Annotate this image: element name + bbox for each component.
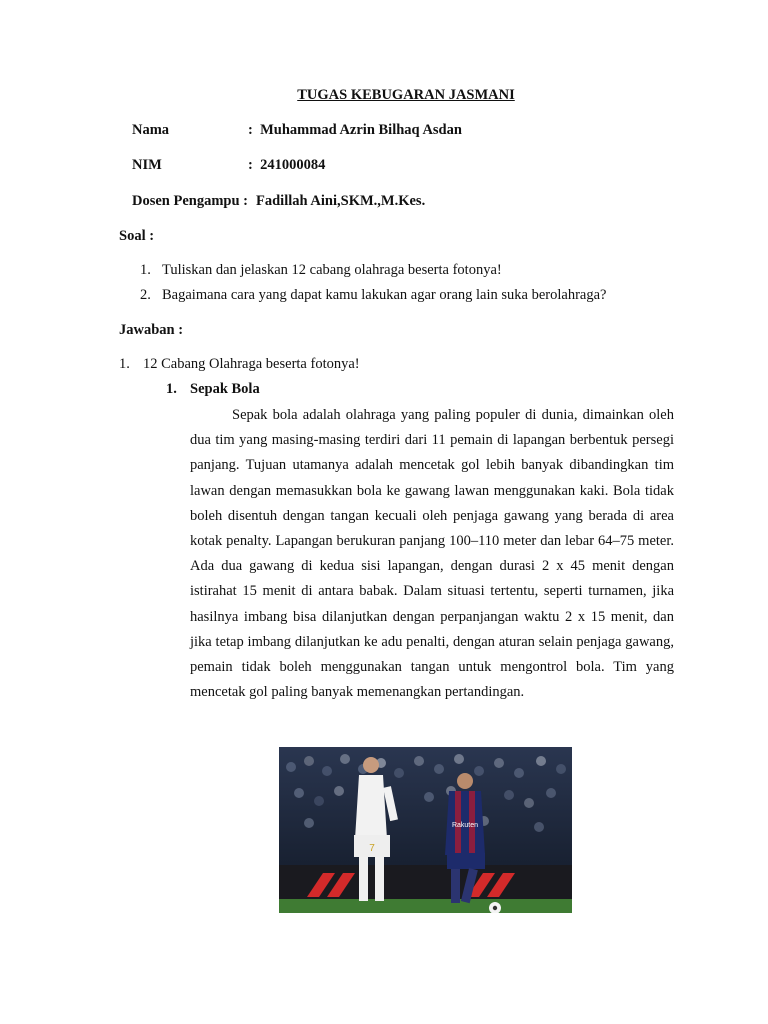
jawaban-item-number: 1. [119,356,130,372]
football-photo-illustration [279,747,572,913]
soal-item [140,262,502,279]
field-nama-label: Nama [132,122,170,138]
player-shirt-sponsor: Rakuten [451,822,479,829]
field-nama-sep: : [248,122,253,138]
document-title: TUGAS KEBUGARAN JASMANI [297,87,515,103]
soal-item-text: Tuliskan dan jelaskan 12 cabang olahraga beserta fotonya! [162,262,502,278]
player-shirt-number: 7 [369,843,375,854]
section-title: Sepak Bola [190,381,260,397]
jawaban-heading: Jawaban : [119,322,184,338]
soal-item-text: Bagaimana cara yang dapat kamu lakukan agar orang lain suka berolahraga? [162,287,607,303]
section-number: 1. [166,381,177,397]
soal-item [140,287,606,304]
section-heading [166,381,260,398]
football-photo [279,747,572,913]
field-dosen [132,193,425,210]
jawaban-item-text: 12 Cabang Olahraga beserta fotonya! [143,356,360,372]
field-nama [132,122,462,139]
soal-heading: Soal : [119,228,155,244]
field-nim-sep: : [248,157,253,173]
pitch [279,899,572,913]
field-nama-value: Muhammad Azrin Bilhaq Asdan [260,122,462,138]
field-nim [132,157,325,174]
field-nim-label: NIM [132,157,162,173]
section-paragraph: Sepak bola adalah olahraga yang paling populer di dunia, dimainkan oleh dua tim yang masing-masing terdiri dari 11 pemain di lapangan berbentuk persegi panjang. Tujuan utamanya adalah mencetak gol lebih banyak dibandingkan tim lawan dengan memasukkan bola ke gawang lawan menggunakan kaki. Bola tidak boleh disentuh dengan tangan kecuali oleh penjaga gawang yang berada di area kotak penalty. Lapangan berukuran panjang 100–110 meter dan lebar 64–75 meter. Ada dua gawang di kedua sisi lapangan, dengan durasi 2 x 45 menit dengan istirahat 15 menit di antara babak. Dalam situasi tertentu, seperti turnamen, jika hasilnya imbang bisa dilanjutkan dengan perpanjangan waktu 2 x 15 menit, dan jika tetap imbang dilanjutkan ke adu penalti, dengan aturan selain penjaga gawang, pemain tidak boleh menggunakan tangan untuk mengontrol bola. Tim yang mencetak gol paling banyak memenangkan pertandingan. [190,407,674,701]
field-dosen-label: Dosen Pengampu : [132,193,249,209]
field-dosen-value: Fadillah Aini,SKM.,M.Kes. [256,193,426,209]
field-nim-value: 241000084 [260,157,326,173]
football-ball-patch [493,906,497,910]
soal-item-number: 2. [140,287,151,303]
jawaban-item [119,356,360,373]
soal-item-number: 1. [140,262,151,278]
